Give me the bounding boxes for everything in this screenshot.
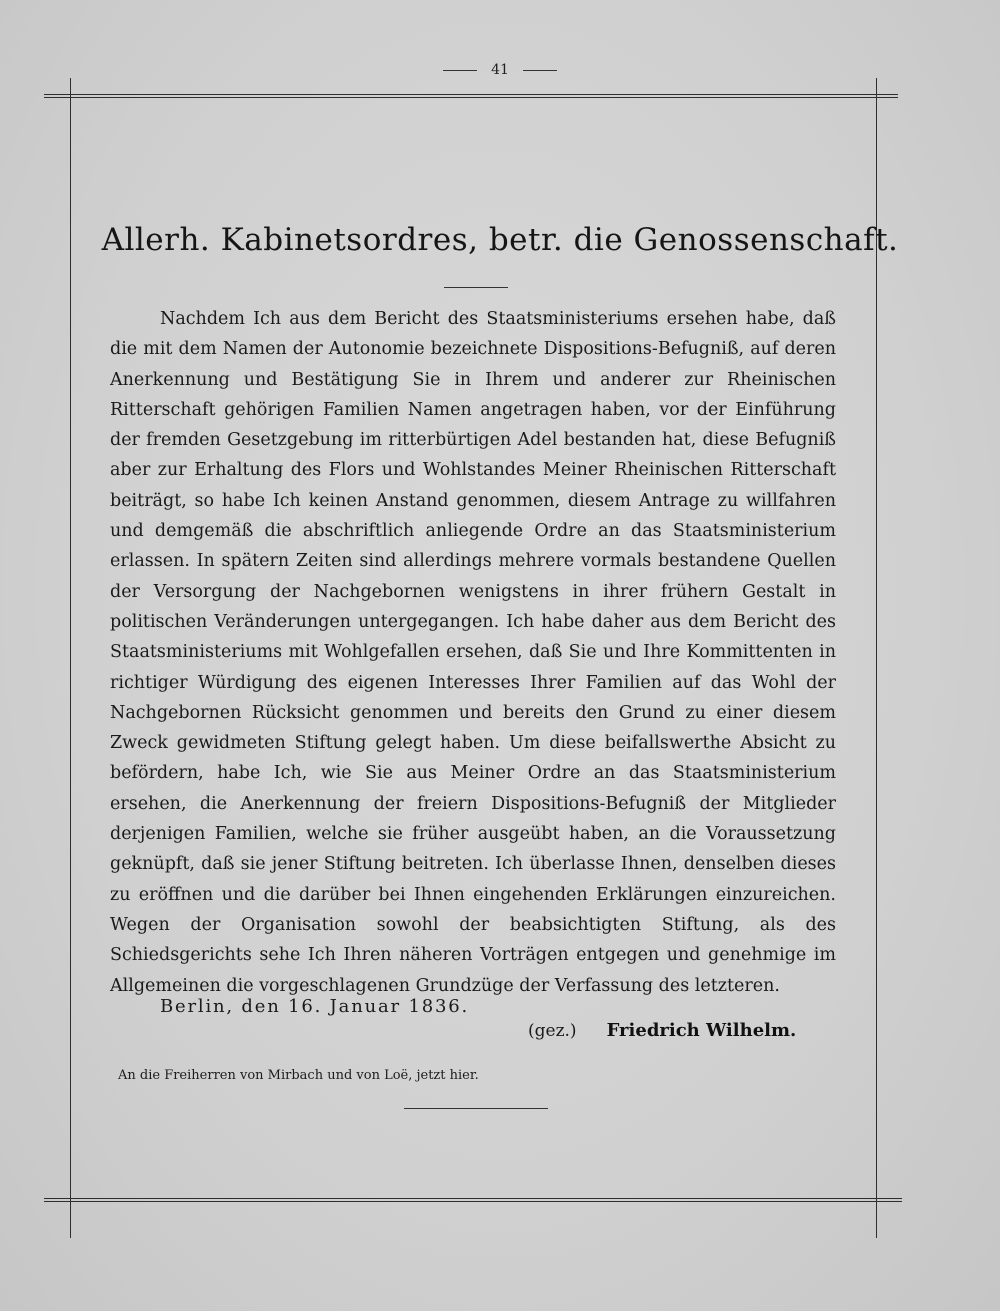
frame-top-rule-inner	[44, 97, 898, 98]
page-number-header	[0, 58, 1000, 82]
frame-bottom-rule-inner	[44, 1201, 902, 1202]
addressee-line: An die Freiherren von Mirbach und von Loë, jetzt hier.	[118, 1068, 479, 1083]
frame-left-border	[70, 78, 71, 1238]
body-paragraph	[110, 304, 836, 1001]
date-line: Berlin, den 16. Januar 1836.	[160, 996, 469, 1017]
heading-divider	[444, 287, 508, 288]
signer-name: Friedrich Wilhelm.	[606, 1020, 797, 1041]
signed-marker: (gez.)	[528, 1021, 577, 1041]
document-heading: Allerh. Kabinetsordres, betr. die Genossenschaft.	[101, 222, 899, 258]
page-number-dash-left	[443, 70, 477, 71]
closing-divider	[404, 1108, 548, 1109]
body-paragraph-text: Nachdem Ich aus dem Bericht des Staatsministeriums ersehen habe, daß die mit dem Namen der Autonomie bezeichnete Dispositions-Befugniß, auf deren Anerkennung und Bestätigung Sie in Ihrem und anderer zur Rheinischen Ritterschaft gehörigen Familien Namen angetragen haben, vor der Einführung der fremden Gesetzgebung im ritterbürtigen Adel bestanden hat, diese Befugniß aber zur Erhaltung des Flors und Wohlstandes Meiner Rheinischen Ritterschaft beiträgt, so habe Ich keinen Anstand genommen, diesem Antrage zu willfahren und demgemäß die abschriftlich anliegende Ordre an das Staatsministerium erlassen. In spätern Zeiten sind allerdings mehrere vormals bestandene Quellen der Versorgung der Nachgebornen wenigstens in ihrer frühern Gestalt in politischen Veränderungen untergegangen. Ich habe daher aus dem Bericht des Staatsministeriums mit Wohlgefallen ersehen, daß Sie und Ihre Kommittenten in richtiger Würdigung des eigenen Interesses Ihrer Familien auf das Wohl der Nachgebornen Rücksicht genommen und bereits den Grund zu einer diesem Zweck gewidmeten Stiftung gelegt haben. Um diese beifallswerthe Absicht zu befördern, habe Ich, wie Sie aus Meiner Ordre an das Staatsministerium ersehen, die Anerkennung der freiern Dispositions-Befugniß der Mitglieder derjenigen Familien, welche sie früher ausgeübt haben, an die Voraussetzung geknüpft, daß sie jener Stiftung beitreten. Ich überlasse Ihnen, denselben dieses zu eröffnen und die darüber bei Ihnen eingehenden Erklärungen einzureichen. Wegen der Organisation sowohl der beabsichtigten Stiftung, als des Schiedsgerichts sehe Ich Ihren näheren Vorträgen entgegen und genehmige im Allgemeinen die vorgeschlagenen Grundzüge der Verfassung des letzteren.	[110, 309, 836, 996]
page-number: 41	[491, 62, 509, 78]
signature-block	[528, 1020, 796, 1041]
page-number-dash-right	[523, 70, 557, 71]
frame-top-rule	[44, 94, 898, 95]
frame-bottom-rule	[44, 1198, 902, 1199]
